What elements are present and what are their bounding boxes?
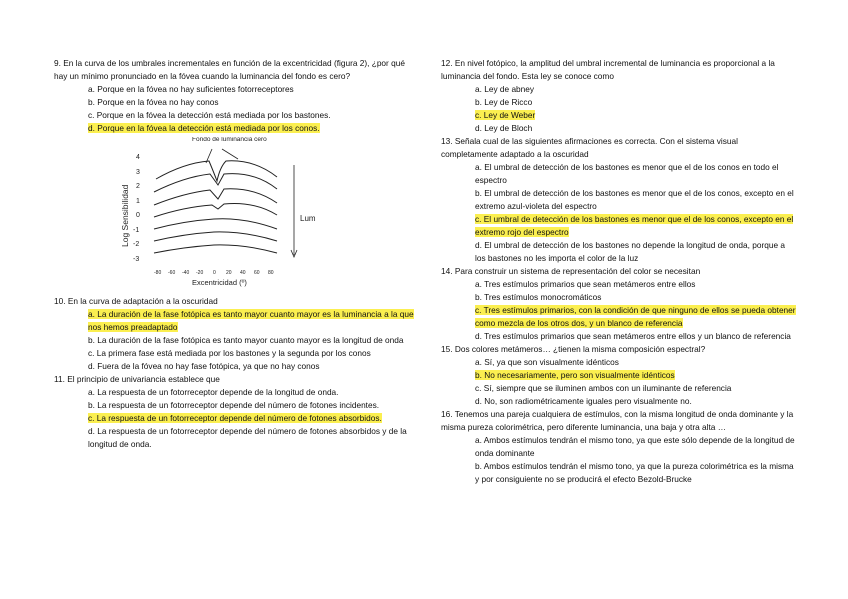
option-10c: c. La primera fase está mediada por los bastones y la segunda por los conos — [88, 348, 371, 358]
option-16a: a. Ambos estímulos tendrán el mismo tono, ya que este sólo depende de la longitud de onda dominante — [475, 435, 795, 458]
question-9: 9. En la curva de los umbrales incrementales en función de la excentricidad (figura 2), ¿por qué hay un mínimo pronunciado en la fóvea cuando la luminancia del fondo es cero? — [54, 58, 405, 81]
question-15: 15. Dos colores metámeros… ¿tienen la misma composición espectral? — [441, 344, 706, 354]
x-tick: 80 — [268, 270, 274, 276]
question-13-options — [441, 161, 797, 265]
left-column — [54, 57, 414, 451]
y-tick: 0 — [136, 212, 140, 219]
y-tick: -2 — [133, 241, 140, 248]
option-13d: d. El umbral de detección de los bastones no depende la longitud de onda, porque a los bastones no les importa el color de la luz — [475, 240, 785, 263]
x-tick: 40 — [240, 270, 246, 276]
curve-3 — [154, 189, 277, 205]
curve-4 — [154, 203, 277, 217]
curve-7 — [154, 245, 277, 253]
x-tick-labels — [154, 270, 274, 276]
option-15d: d. No, son radiométricamente iguales pero visualmente no. — [475, 396, 692, 406]
option-10d: d. Fuera de la fóvea no hay fase fotópica, ya que no hay conos — [88, 361, 320, 371]
x-tick: -60 — [168, 270, 176, 276]
callout-label: Fondo de luminancia cero — [192, 137, 267, 143]
option-11a: a. La respuesta de un fotorreceptor depende de la longitud de onda. — [88, 387, 339, 397]
option-13c-highlighted: c. El umbral de detección de los bastones es menor que el de los conos, excepto en el extremo rojo del espectro — [475, 214, 794, 237]
option-16b: b. Ambos estímulos tendrán el mismo tono, ya que la pureza colorimétrica es la misma y por consiguiente no se producirá el efecto Bezold-Brucke — [475, 461, 794, 484]
option-9b: b. Porque en la fóvea no hay conos — [88, 97, 219, 107]
x-tick: 0 — [213, 270, 216, 276]
y-tick: 3 — [136, 169, 140, 176]
option-15a: a. Sí, ya que son visualmente idénticos — [475, 357, 619, 367]
option-11d: d. La respuesta de un fotorreceptor depende del número de fotones absorbidos y de la longitud de onda. — [88, 426, 407, 449]
y-tick: -3 — [133, 256, 140, 263]
question-14: 14. Para construir un sistema de representación del color se necesitan — [441, 266, 701, 276]
y-tick-labels — [133, 154, 140, 263]
curve-5 — [154, 219, 277, 229]
question-15-options — [441, 356, 797, 408]
curve-6 — [154, 232, 277, 241]
option-15b-highlighted: b. No necesariamente, pero son visualmente idénticos — [475, 370, 675, 380]
option-10b: b. La duración de la fase fotópica es tanto mayor cuanto mayor es la longitud de onda — [88, 335, 404, 345]
sensitivity-plot — [114, 137, 334, 289]
option-9a: a. Porque en la fóvea no hay suficientes fotorreceptores — [88, 84, 294, 94]
x-tick: -20 — [196, 270, 204, 276]
y-tick: 1 — [136, 198, 140, 205]
y-tick: 2 — [136, 183, 140, 190]
question-11: 11. El principio de univariancia establece que — [54, 374, 220, 384]
y-tick: 4 — [136, 154, 140, 161]
option-10a-highlighted: a. La duración de la fase fotópica es tanto mayor cuanto mayor es la luminancia a la que nos hemos preadaptado — [88, 309, 414, 332]
option-13b: b. El umbral de detección de los bastones es menor que el de los conos, excepto en el extremo azul-violeta del espectro — [475, 188, 794, 211]
option-9d-highlighted: d. Porque en la fóvea la detección está mediada por los conos. — [88, 123, 320, 133]
question-11-options — [54, 386, 414, 451]
question-16-options — [441, 434, 797, 486]
question-16: 16. Tenemos una pareja cualquiera de estímulos, con la misma longitud de onda dominante y la misma pureza colorimétrica, pero diferente luminancia, una baja y otra alta … — [441, 409, 794, 432]
option-11b: b. La respuesta de un fotorreceptor depende del número de fotones incidentes. — [88, 400, 380, 410]
question-13: 13. Señala cual de las siguientes afirmaciones es correcta. Con el sistema visual completamente adaptado a la oscuridad — [441, 136, 738, 159]
question-9-options — [54, 83, 414, 135]
sensitivity-figure — [114, 137, 414, 289]
option-11c-highlighted: c. La respuesta de un fotorreceptor depende del número de fotones absorbidos. — [88, 413, 382, 423]
option-15c: c. Sí, siempre que se iluminen ambos con un iluminante de referencia — [475, 383, 732, 393]
option-13a: a. El umbral de detección de los bastones es menor que el de los conos en todo el espectro — [475, 162, 779, 185]
lum-arrow — [291, 165, 297, 257]
option-12b: b. Ley de Ricco — [475, 97, 533, 107]
right-column — [441, 57, 797, 486]
y-axis-label: Log Sensibilidad — [120, 184, 130, 247]
x-tick: 60 — [254, 270, 260, 276]
option-14c-highlighted: c. Tres estímulos primarios, con la condición de que ninguno de ellos se pueda obtener como mezcla de los otros dos, y un blanco de referencia — [475, 305, 796, 328]
question-10-options — [54, 308, 414, 373]
question-12: 12. En nivel fotópico, la amplitud del umbral incremental de luminancia es proporcional a la luminancia del fondo. Esta ley se conoce como — [441, 58, 775, 81]
option-14a: a. Tres estímulos primarios que sean metámeros entre ellos — [475, 279, 696, 289]
option-12c-highlighted: c. Ley de Weber — [475, 110, 536, 120]
y-tick: -1 — [133, 227, 140, 234]
x-tick: -80 — [154, 270, 162, 276]
question-12-options — [441, 83, 797, 135]
option-12d: d. Ley de Bloch — [475, 123, 533, 133]
x-tick: 20 — [226, 270, 232, 276]
option-12a: a. Ley de abney — [475, 84, 535, 94]
x-axis-label: Excentricidad (º) — [192, 278, 247, 287]
sensitivity-curves — [154, 161, 277, 253]
option-14b: b. Tres estímulos monocromáticos — [475, 292, 602, 302]
x-tick: -40 — [182, 270, 190, 276]
option-9c: c. Porque en la fóvea la detección está mediada por los bastones. — [88, 110, 331, 120]
question-10: 10. En la curva de adaptación a la oscuridad — [54, 296, 218, 306]
option-14d: d. Tres estímulos primarios que sean metámeros entre ellos y un blanco de referencia — [475, 331, 791, 341]
lum-label: Lum — [300, 214, 316, 223]
question-14-options — [441, 278, 797, 343]
